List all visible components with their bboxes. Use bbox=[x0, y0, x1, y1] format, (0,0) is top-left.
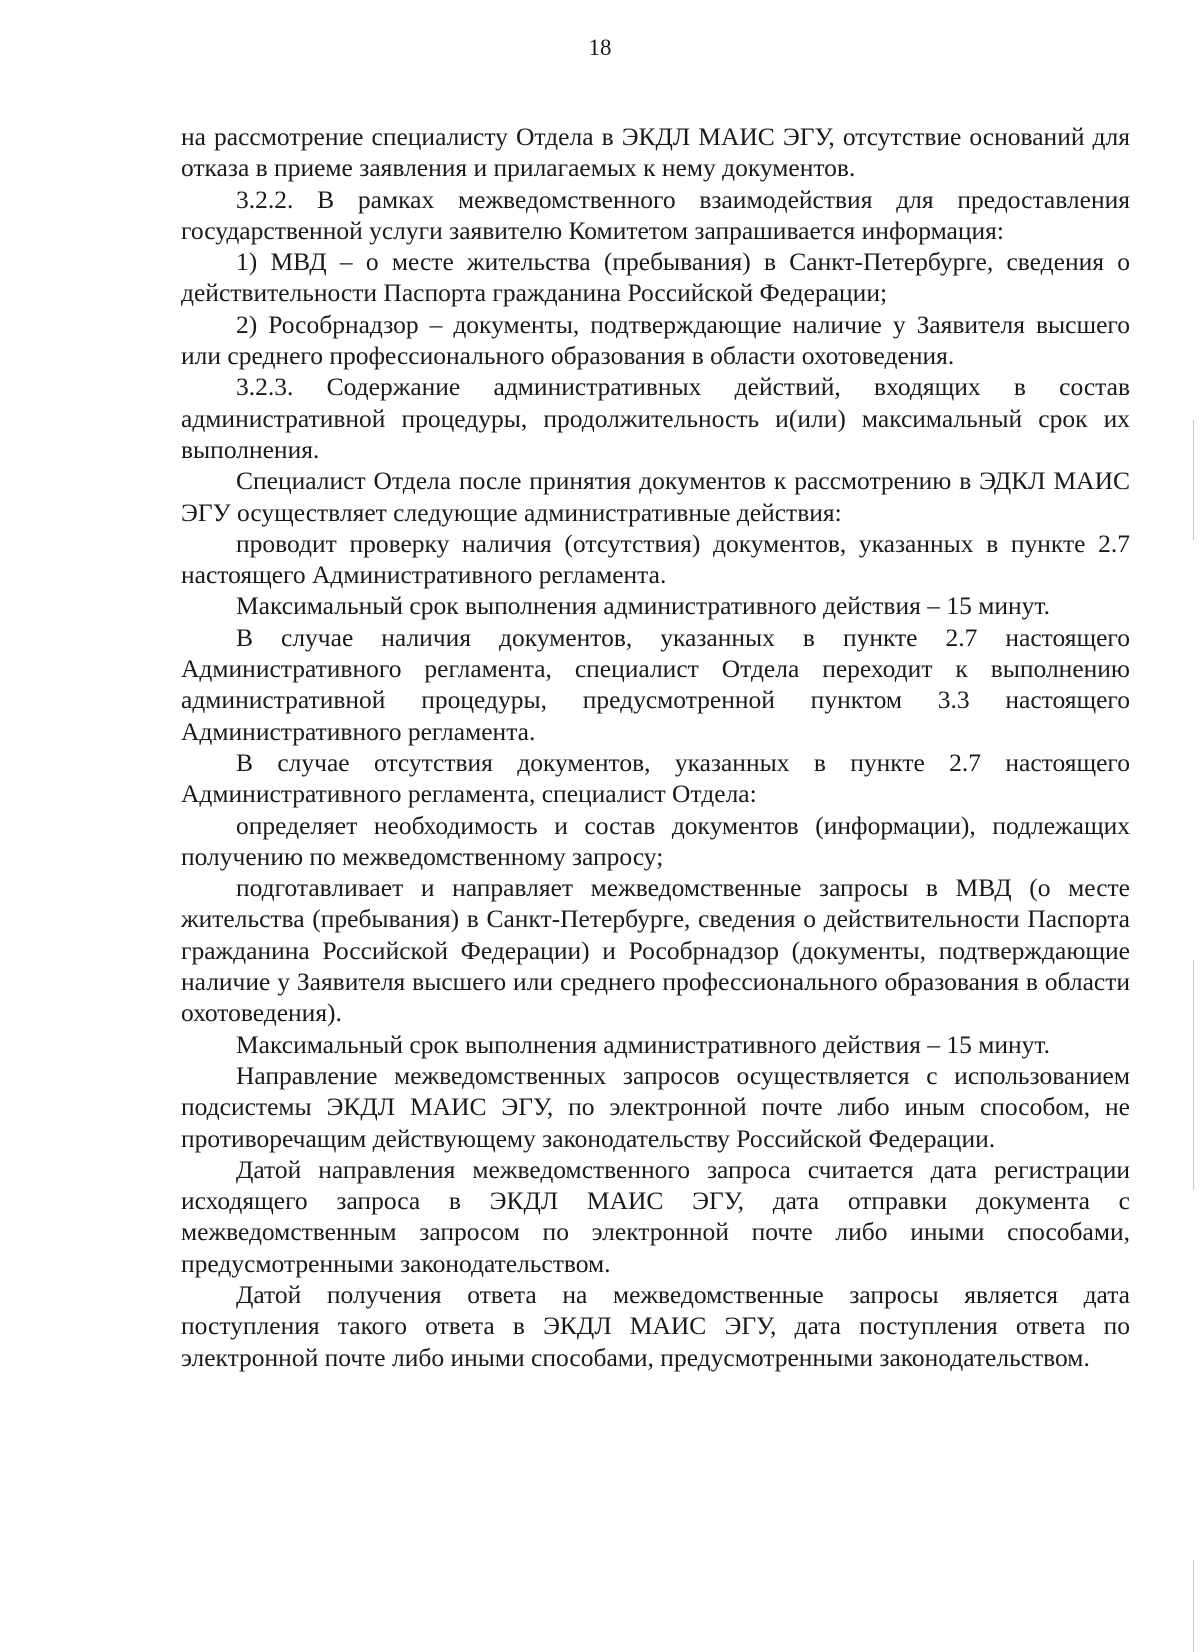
paragraph: подготавливает и направляет межведомственные запросы в МВД (о месте жительства (пребывания) в Санкт-Петербурге, сведения о действительности Паспорта гражданина Российской Федерации) и Рособрнадзор (документы, подтверждающие наличие у Заявителя высшего или среднего профессионального образования в области охотоведения). bbox=[181, 873, 1130, 1028]
paragraph: 3.2.2. В рамках межведомственного взаимодействия для предоставления государственной услуги заявителю Комитетом запрашивается информация: bbox=[181, 184, 1130, 245]
page-number: 18 bbox=[588, 35, 612, 60]
paragraph: определяет необходимость и состав документов (информации), подлежащих получению по межведомственному запросу; bbox=[181, 810, 1130, 871]
paragraph: Датой направления межведомственного запроса считается дата регистрации исходящего запроса в ЭКДЛ МАИС ЭГУ, дата отправки документа с межведомственным запросом по электронной почте либо иными способами, предусмотренными законодательством. bbox=[181, 1154, 1130, 1278]
paragraph: Датой получения ответа на межведомственные запросы является дата поступления такого ответа в ЭКДЛ МАИС ЭГУ, дата поступления ответа по электронной почте либо иными способами, предусмотренными законодательством. bbox=[181, 1279, 1130, 1372]
paragraph: Специалист Отдела после принятия документов к рассмотрению в ЭДКЛ МАИС ЭГУ осуществляет следующие административные действия: bbox=[181, 466, 1130, 527]
paragraph: 1) МВД – о месте жительства (пребывания) в Санкт-Петербурге, сведения о действительности Паспорта гражданина Российской Федерации; bbox=[181, 247, 1130, 308]
paragraph: Максимальный срок выполнения административного действия – 15 минут. bbox=[236, 591, 1050, 621]
scan-edge-mark bbox=[1193, 960, 1194, 1190]
paragraph: В случае отсутствия документов, указанных в пункте 2.7 настоящего Административного регламента, специалист Отдела: bbox=[181, 747, 1130, 809]
paragraph: 3.2.3. Содержание административных действий, входящих в состав административной процедуры, продолжительность и(или) максимальный срок их выполнения. bbox=[181, 372, 1130, 464]
paragraph: Максимальный срок выполнения административного действия – 15 минут. bbox=[236, 1029, 1050, 1059]
document-body bbox=[181, 121, 1130, 1373]
paragraph: В случае наличия документов, указанных в пункте 2.7 настоящего Административного регламента, специалист Отдела переходит к выполнению административной процедуры, предусмотренной пунктом 3.3 настоящего Административного регламента. bbox=[181, 622, 1130, 746]
paragraph: проводит проверку наличия (отсутствия) документов, указанных в пункте 2.7 настоящего Административного регламента. bbox=[181, 528, 1130, 590]
paragraph: 2) Рособрнадзор – документы, подтверждающие наличие у Заявителя высшего или среднего профессионального образования в области охотоведения. bbox=[181, 309, 1130, 371]
scan-edge-mark bbox=[1193, 1560, 1194, 1652]
paragraph: на рассмотрение специалисту Отдела в ЭКДЛ МАИС ЭГУ, отсутствие оснований для отказа в приеме заявления и прилагаемых к нему документов. bbox=[181, 122, 1130, 183]
paragraph: Направление межведомственных запросов осуществляется с использованием подсистемы ЭКДЛ МАИС ЭГУ, по электронной почте либо иным способом, не противоречащим действующему законодательству Российской Федерации. bbox=[181, 1060, 1130, 1153]
scan-edge-mark bbox=[1193, 420, 1194, 540]
